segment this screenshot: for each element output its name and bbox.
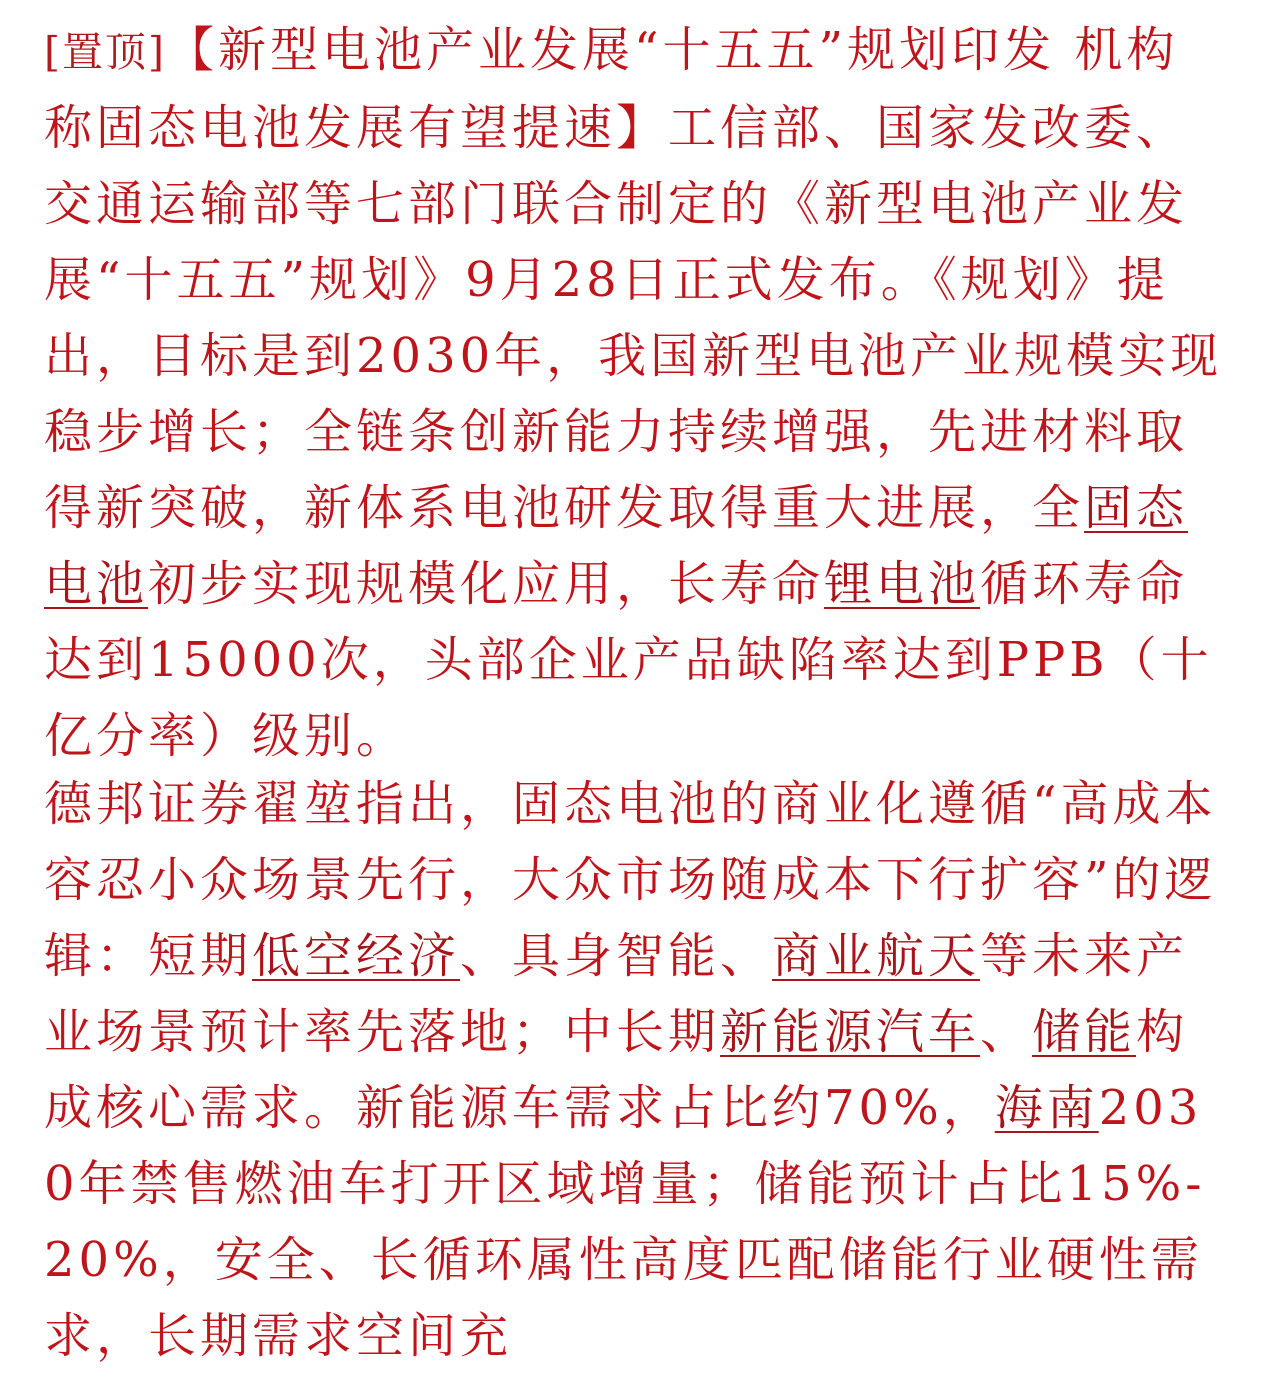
paragraph-1-lead-text: 【新型电池产业发展“十五五”规划印发 机构称固态电池发展有望提速】工信部、国家发改委、交通运输部等七部门联合制定的《新型电池产业发展“十五五”规划》9月28日正式发布。《规划》提出，目标是到2030年，我国新型电池产业规模实现稳步增长；全链条创新能力持续增强，先进材料取得新突破，新体系电池研发取得重大进展，全 bbox=[44, 22, 1223, 536]
paragraph-2-middle-text-1: 等未来产业场景预计率先落地；中长期 bbox=[44, 928, 1189, 1060]
paragraph-1-tail-text: 循环寿命达到15000次，头部企业产品缺陷率达到PPB（十亿分率）级别。 bbox=[44, 556, 1213, 764]
paragraph-2-separator-1: 、具身智能、 bbox=[460, 928, 773, 984]
paragraph-2-separator-2: 、 bbox=[980, 1004, 1033, 1060]
paragraph-2-tail-text: 2030年禁售燃油车打开区域增量；储能预计占比15%-20%，安全、长循环属性高度匹配储能行业硬性需求，长期需求空间充 bbox=[44, 1080, 1206, 1364]
topic-link-energy-storage[interactable]: 储能 bbox=[1032, 1004, 1137, 1060]
paragraph-1-middle-text: 初步实现规模化应用，长寿命 bbox=[148, 556, 825, 612]
topic-link-lithium-battery[interactable]: 锂电池 bbox=[824, 556, 981, 612]
topic-link-hainan[interactable]: 海南 bbox=[994, 1080, 1099, 1136]
news-paragraph-2 bbox=[44, 766, 1224, 1374]
news-paragraph-1 bbox=[44, 12, 1224, 774]
paragraph-2-lead-text: 德邦证券翟堃指出，固态电池的商业化遵循“高成本容忍小众场景先行，大众市场随成本下行扩容”的逻辑：短期 bbox=[44, 776, 1217, 984]
topic-link-low-altitude-economy[interactable]: 低空经济 bbox=[252, 928, 461, 984]
topic-link-commercial-aerospace[interactable]: 商业航天 bbox=[772, 928, 981, 984]
topic-link-solid-state-battery[interactable]: 固态电池 bbox=[44, 480, 1189, 612]
topic-link-new-energy-vehicles[interactable]: 新能源汽车 bbox=[720, 1004, 981, 1060]
pinned-tag: [置顶] bbox=[44, 28, 166, 76]
paragraph-2-middle-text-2: 构成核心需求。新能源车需求占比约70%， bbox=[44, 1004, 1189, 1136]
